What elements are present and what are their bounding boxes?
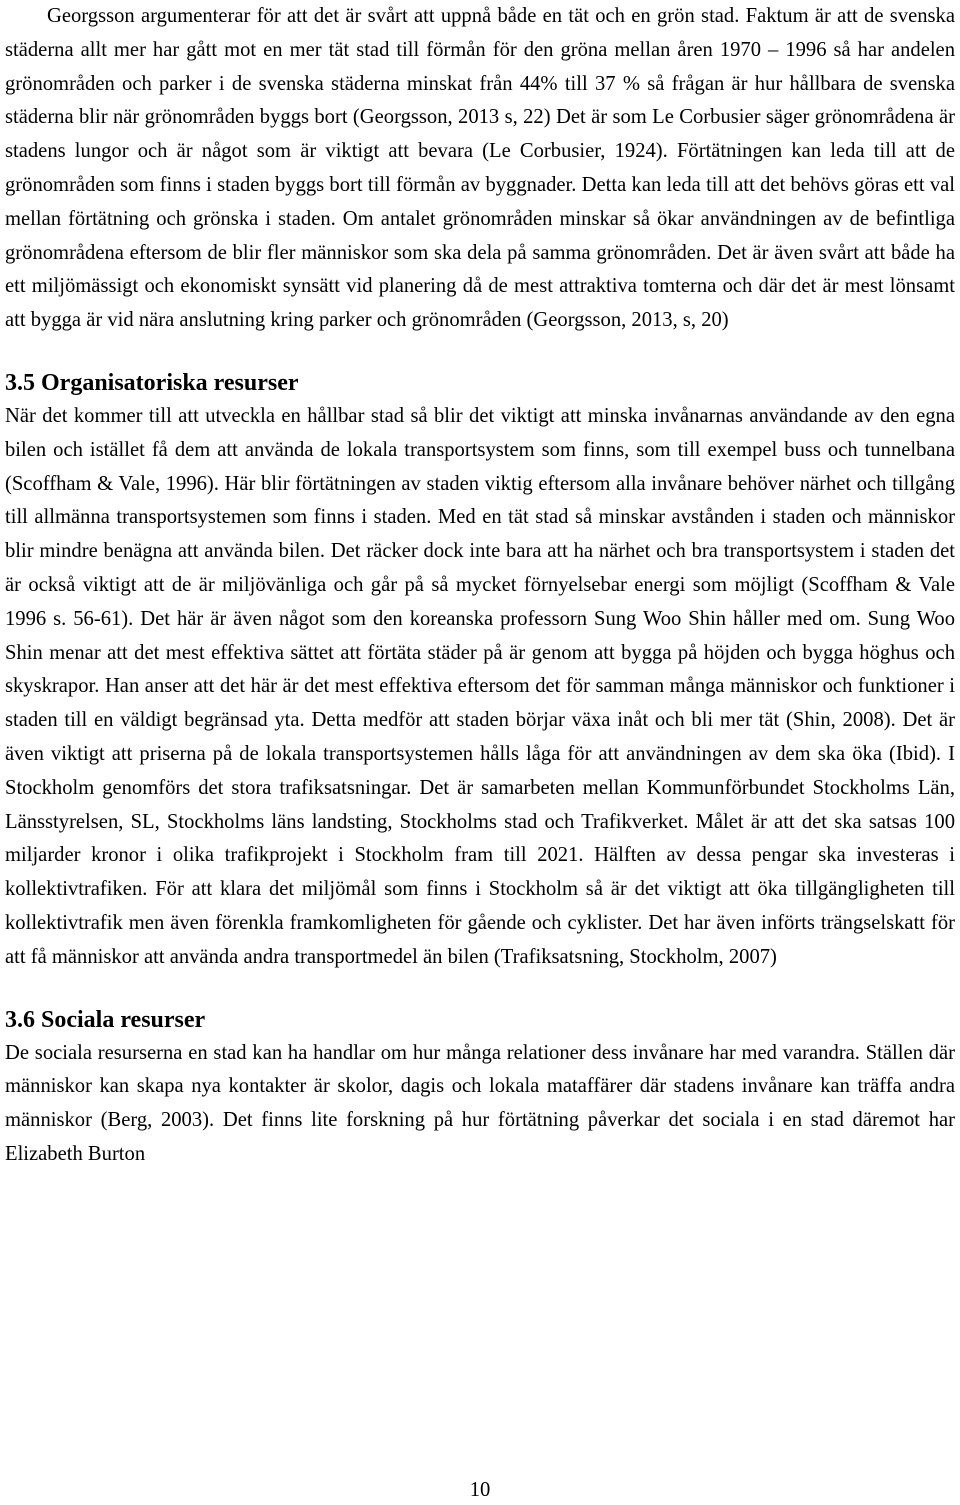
section-3-6-paragraph: De sociala resurserna en stad kan ha handlar om hur många relationer dess invånare har med varandra. Ställen där människor kan skapa nya kontakter är skolor, dagis och lokala mataffärer där stadens invånare kan träffa andra människor (Berg, 2003). Det finns lite forskning på hur förtätning påverkar det sociala i en stad däremot har Elizabeth Burton <box>5 1041 955 1165</box>
section-heading-3-6 <box>5 989 955 1037</box>
section-number: 3.5 <box>5 369 35 396</box>
section-title: Organisatoriska resurser <box>41 369 299 396</box>
intro-paragraph: Georgsson argumenterar för att det är svårt att uppnå både en tät och en grön stad. Faktum är att de svenska städerna allt mer har gått mot en mer tät stad till förmån för den gröna mellan åren 1970 – 1996 så har andelen grönområden och parker i de svenska städerna minskat från 44% till 37 % så frågan är hur hållbara de svenska städerna blir när grönområden byggs bort (Georgsson, 2013 s, 22) Det är som Le Corbusier säger grönområdena är stadens lungor och är något som är viktigt att bevara (Le Corbusier, 1924). Förtätningen kan leda till att de grönområden som finns i staden byggs bort till förmån av byggnader. Detta kan leda till att det behövs göras ett val mellan förtätning och grönska i staden. Om antalet grönområden minskar så ökar användningen av de befintliga grönområdena eftersom de blir fler människor som ska dela på samma grönområden. Det är även svårt att både ha ett miljömässigt och ekonomiskt synsätt vid planering då de mest attraktiva tomterna och där det är mest lönsamt att bygga är vid nära anslutning kring parker och grönområden (Georgsson, 2013, s, 20) <box>5 5 955 332</box>
page-number: 10 <box>469 1479 491 1501</box>
document-page <box>5 0 955 1505</box>
section-heading-3-5 <box>5 352 955 400</box>
section-3-5-paragraph: När det kommer till att utveckla en hållbar stad så blir det viktigt att minska invånarnas användande av den egna bilen och istället få dem att använda de lokala transportsystem som finns, som till exempel buss och tunnelbana (Scoffham & Vale, 1996). Här blir förtätningen av staden viktig eftersom alla invånare behöver närhet och tillgång till allmänna transportsystemen som finns i staden. Med en tät stad så minskar avstånden i staden och människor blir mindre benägna att använda bilen. Det räcker dock inte bara att ha närhet och bra transportsystem i staden det är också viktigt att de är miljövänliga och går på så mycket förnyelsebar energi som möjligt (Scoffham & Vale 1996 s. 56-61). Det här är även något som den koreanska professorn Sung Woo Shin håller med om. Sung Woo Shin menar att det mest effektiva sättet att förtäta städer på är genom att bygga på höjden och bygga höghus och skyskrapor. Han anser att det här är det mest effektiva eftersom det för samman många människor och funktioner i staden till en väldigt begränsad yta. Detta medför att staden börjar växa inåt och bli mer tät (Shin, 2008). Det är även viktigt att priserna på de lokala transportsystemen hålls låga för att användningen av dem ska öka (Ibid). I Stockholm genomförs det stora trafiksatsningar. Det är samarbeten mellan Kommunförbundet Stockholms Län, Länsstyrelsen, SL, Stockholms läns landsting, Stockholms stad och Trafikverket. Målet är att det ska satsas 100 miljarder kronor i olika trafikprojekt i Stockholm fram till 2021. Hälften av dessa pengar ska investeras i kollektivtrafiken. För att klara det miljömål som finns i Stockholm så är det viktigt att öka tillgängligheten till kollektivtrafik men även förenkla framkomligheten för gående och cyklister. Det har även införts trängselskatt för att få människor att använda andra transportmedel än bilen (Trafiksatsning, Stockholm, 2007) <box>5 404 955 968</box>
section-number: 3.6 <box>5 1006 35 1033</box>
section-title: Sociala resurser <box>41 1006 206 1033</box>
